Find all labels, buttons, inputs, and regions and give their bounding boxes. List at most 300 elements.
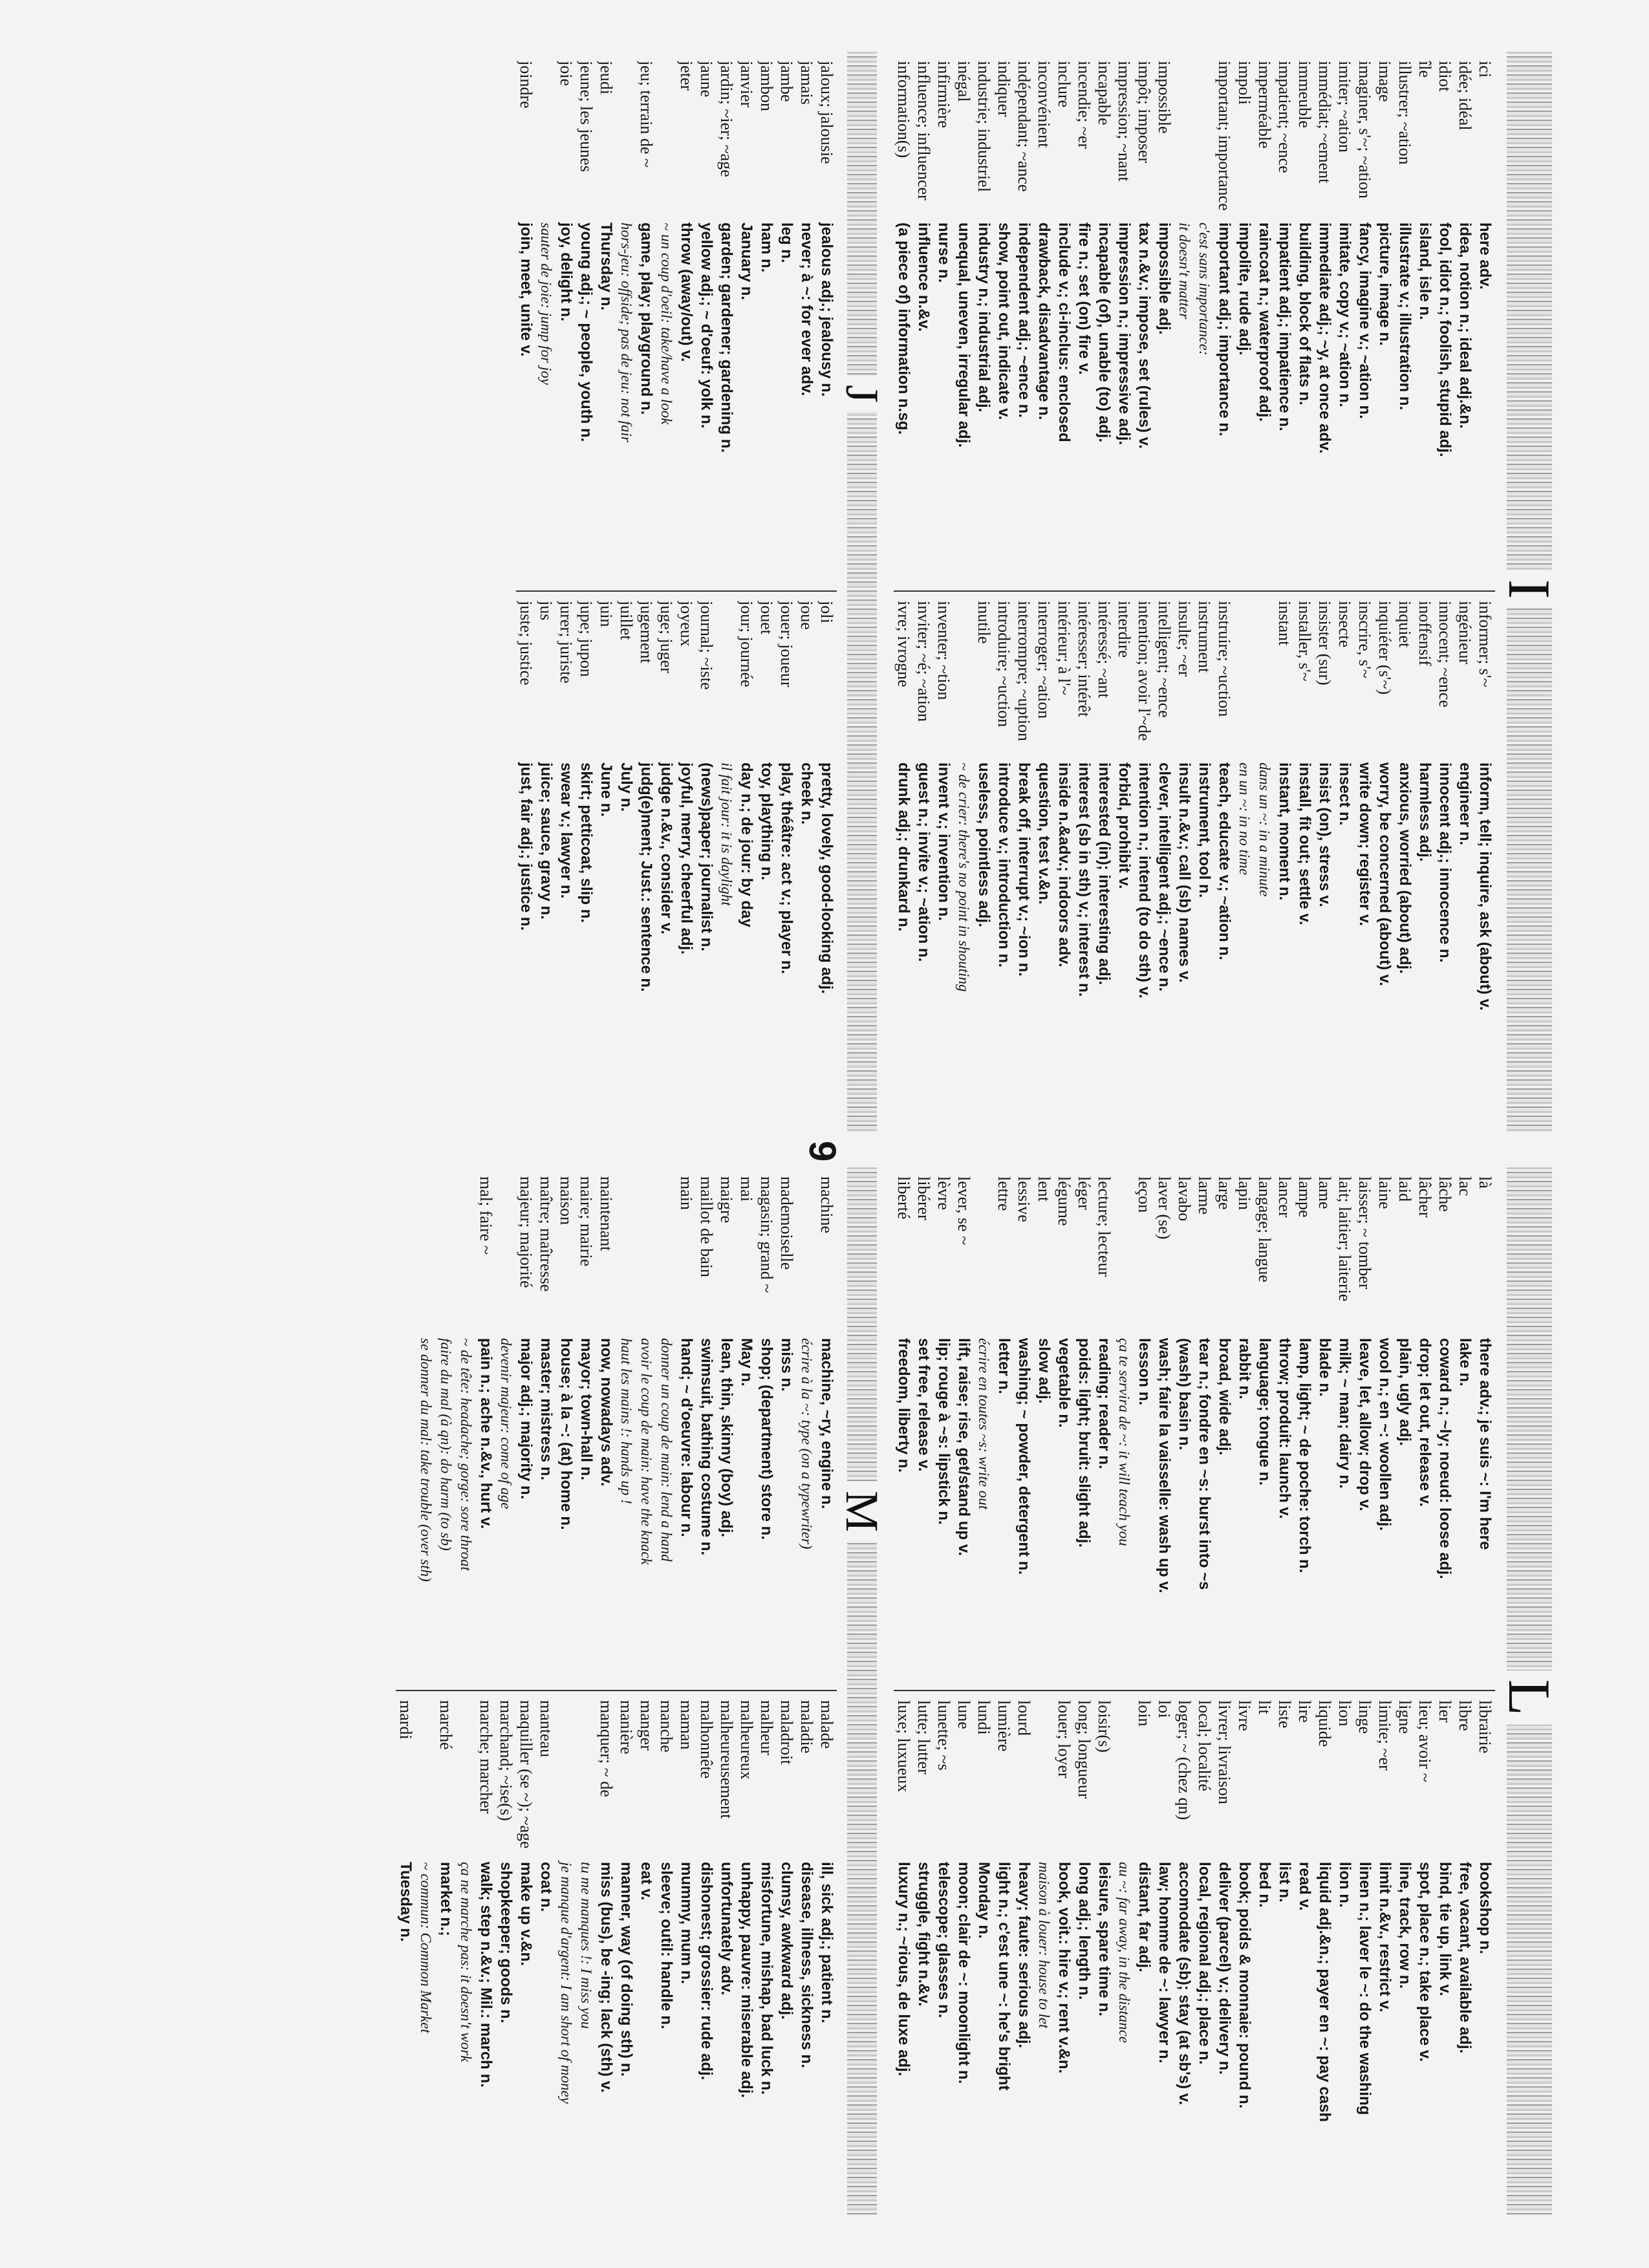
section-letter-i: I <box>1507 570 1552 609</box>
translation: lamp, light; ~ de poche: torch n. <box>1296 1338 1313 1573</box>
headword: imperméable <box>1255 61 1274 149</box>
dictionary-entry <box>1234 1700 1255 2205</box>
dictionary-entry <box>1054 1176 1074 1681</box>
translation: join, meet, unite v. <box>517 222 535 357</box>
dictionary-entry <box>1275 1700 1295 2205</box>
section-m <box>396 1167 837 2215</box>
usage-note <box>1234 601 1255 1121</box>
dictionary-entry <box>696 1176 717 1681</box>
dictionary-entry <box>1194 1700 1214 2205</box>
section-letter-m: M <box>847 1482 877 1541</box>
headword: impossible <box>1155 61 1174 134</box>
headword: linge <box>1355 1700 1374 1734</box>
dictionary-entry <box>1074 61 1094 581</box>
example-phrase: ça ne marche pas: it doesn't work <box>458 1862 474 2062</box>
dictionary-entry <box>1455 1176 1475 1681</box>
translation: luxury n.; ~rious, de luxe adj. <box>895 1862 912 2077</box>
headword: maigre <box>717 1176 736 1224</box>
dictionary-entry <box>1295 1176 1315 1681</box>
translation: play, théâtre: act v.; player n. <box>778 762 795 975</box>
dictionary-entry <box>1415 61 1435 581</box>
headword: idiot <box>1436 61 1454 92</box>
dictionary-entry <box>1475 1700 1495 2205</box>
translation: vegetable n. <box>1055 1338 1073 1428</box>
dictionary-entry <box>1154 1176 1174 1681</box>
dictionary-entry <box>934 61 954 581</box>
dictionary-entry <box>696 1700 717 2205</box>
translation: drop; let out, release v. <box>1416 1338 1434 1507</box>
usage-note <box>1034 1700 1054 2205</box>
translation: interest (sb in sth) v.; interest n. <box>1075 762 1093 997</box>
dictionary-entry <box>1475 601 1495 1121</box>
headword: maison <box>557 1176 576 1226</box>
translation: rabbit n. <box>1236 1338 1253 1399</box>
dictionary-entry <box>1014 601 1034 1121</box>
translation: industry n.; industrial adj. <box>975 222 993 413</box>
headword: lier <box>1436 1700 1454 1723</box>
headword: lion <box>1335 1700 1354 1727</box>
headword: inclure <box>1055 61 1073 108</box>
translation: pain n.; ache n.&v., hurt v. <box>477 1338 495 1529</box>
headword: ingénieur <box>1456 601 1474 665</box>
headword: industrie; industriel <box>975 61 993 192</box>
dictionary-entry <box>757 61 777 581</box>
dictionary-entry <box>974 61 994 581</box>
dictionary-entry <box>974 601 994 1121</box>
headword: jus <box>537 601 555 621</box>
translation: leave, let, allow; drop v. <box>1356 1338 1374 1511</box>
headword: jeu; terrain de ~ <box>637 61 656 167</box>
example-phrase: je manque d'argent: I am short of money <box>558 1862 574 2104</box>
headword: larme <box>1195 1176 1214 1215</box>
translation: freedom, liberty n. <box>895 1338 912 1473</box>
headword: infirmière <box>934 61 953 128</box>
headword: là <box>1476 1176 1494 1189</box>
translation: drunk adj.; drunkard n. <box>895 762 912 932</box>
headword: légume <box>1055 1176 1073 1226</box>
column-j-left <box>516 52 837 590</box>
translation: distant, far adj. <box>1136 1862 1153 1972</box>
example-phrase: au ~: far away, in the distance <box>1116 1862 1132 2044</box>
dictionary-entry <box>536 1176 556 1681</box>
example-phrase: faire du mal (à qn): do harm (to sb) <box>438 1338 454 1551</box>
translation: book, voit.: hire v.; rent v.&n. <box>1055 1862 1073 2074</box>
translation: clumsy, awkward adj. <box>778 1862 795 2020</box>
translation: slow adj. <box>1035 1338 1053 1404</box>
dictionary-entry <box>1295 61 1315 581</box>
translation: make up v.&n. <box>517 1862 535 1966</box>
headword: informer; s'~ <box>1476 601 1494 687</box>
headword: maquiller (se ~); ~age <box>517 1700 535 1849</box>
headword: imiter; ~ation <box>1335 61 1354 153</box>
dictionary-entry <box>1174 601 1194 1121</box>
headword: lire <box>1295 1700 1314 1723</box>
translation: deliver (parcel) v.; delivery n. <box>1216 1862 1233 2075</box>
dictionary-entry <box>1074 1176 1094 1681</box>
headword: limite; ~er <box>1375 1700 1394 1771</box>
headword: lessive <box>1015 1176 1033 1222</box>
translation: free, vacant, available adj. <box>1456 1862 1474 2054</box>
translation: lip; rouge à ~s: lipstick n. <box>935 1338 953 1525</box>
translation: nurse n. <box>935 222 953 283</box>
translation: joyful, merry, cheerful adj. <box>678 762 695 955</box>
dictionary-entry <box>1154 1700 1174 2205</box>
headword: jour; journée <box>737 601 756 687</box>
translation: heavy; faute: serious adj. <box>1015 1862 1033 2049</box>
translation: teach, educate v.; ~ation n. <box>1216 762 1233 960</box>
dictionary-entry <box>1094 1700 1114 2205</box>
translation: imitate, copy v.; ~ation n. <box>1336 222 1353 407</box>
headword: journal; ~iste <box>697 601 716 690</box>
translation: (news)paper; journalist n. <box>698 762 715 952</box>
translation: Tuesday n. <box>397 1862 415 1942</box>
translation: swear v.; lawyer n. <box>557 762 575 899</box>
translation: struggle, fight n.&v. <box>915 1862 932 2007</box>
headword: ligne <box>1396 1700 1414 1734</box>
headword: interrompre; ~uption <box>1015 601 1033 741</box>
dictionary-entry <box>757 1176 777 1681</box>
dictionary-entry <box>974 1700 994 2205</box>
dictionary-entry <box>1014 1700 1034 2205</box>
usage-note <box>456 1176 476 1681</box>
translation: young adj.; ~ people, youth n. <box>577 222 595 442</box>
translation: building, block of flats n. <box>1296 222 1313 405</box>
usage-note <box>556 1700 576 2205</box>
translation: Monday n. <box>975 1862 993 1939</box>
translation: list n. <box>1276 1862 1293 1903</box>
translation: moon; clair de ~: moonlight n. <box>955 1862 973 2084</box>
dictionary-entry <box>1435 1700 1455 2205</box>
translation: impatient adj.; impatience n. <box>1276 222 1293 431</box>
headword: jaloux; jalousie <box>817 61 836 164</box>
translation: day n.; de jour: by day <box>738 762 755 927</box>
dictionary-entry <box>636 61 656 581</box>
headword: liste <box>1275 1700 1294 1729</box>
headword: juste; justice <box>517 601 535 686</box>
headword: manche <box>657 1700 676 1753</box>
dictionary-entry <box>576 61 596 581</box>
headword: inviter; ~é; ~ation <box>914 601 933 722</box>
dictionary-entry <box>894 601 914 1121</box>
dictionary-entry <box>1255 1176 1275 1681</box>
headword: loin <box>1135 1700 1154 1727</box>
dictionary-entry <box>1315 1176 1335 1681</box>
translation: write down; register v. <box>1356 762 1374 926</box>
headword: jardin; ~ier; ~age <box>717 61 736 177</box>
headword: joli <box>817 601 836 623</box>
translation: mayor; town-hall n. <box>577 1338 595 1481</box>
dictionary-entry <box>777 61 797 581</box>
dictionary-entry <box>1415 601 1435 1121</box>
translation: dishonest; grossier: rude adj. <box>698 1862 715 2080</box>
headword: luxe; luxueux <box>894 1700 913 1793</box>
translation: lion n. <box>1336 1862 1353 1908</box>
headword: instruire; ~uction <box>1215 601 1234 717</box>
dictionary-entry <box>737 61 757 581</box>
translation: wool n.; en ~: woollen adj. <box>1376 1338 1394 1531</box>
headword: inquiéter (s'~) <box>1375 601 1394 695</box>
dictionary-entry <box>596 61 616 581</box>
dictionary-entry <box>596 601 616 1121</box>
translation: forbid, prohibit v. <box>1116 762 1133 889</box>
dictionary-entry <box>1194 1176 1214 1681</box>
dictionary-entry <box>1074 601 1094 1121</box>
example-phrase: en un ~: in no time <box>1236 762 1253 876</box>
translation: just, fair adj.; justice n. <box>517 762 535 931</box>
dictionary-entry <box>717 1700 737 2205</box>
translation: throw (away/out) v. <box>678 222 695 362</box>
translation: unhappy, pauvre: miserable adj. <box>738 1862 755 2098</box>
dictionary-entry <box>1335 1176 1355 1681</box>
translation: linen n.; laver le ~: do the washing <box>1356 1862 1374 2115</box>
translation: joy, delight n. <box>557 222 575 321</box>
headword: joindre <box>517 61 535 109</box>
dictionary-entry <box>1415 1176 1435 1681</box>
translation: anxious, worried (about) adj. <box>1396 762 1414 974</box>
translation: bind, tie up, link v. <box>1436 1862 1454 1996</box>
translation: sleeve; outil: handle n. <box>658 1862 675 2029</box>
dictionary-entry <box>994 1176 1014 1681</box>
translation: illustrate v.; illustration n. <box>1396 222 1414 411</box>
dictionary-entry <box>1214 1700 1234 2205</box>
dictionary-entry <box>817 1700 837 2205</box>
headword: liberté <box>894 1176 913 1220</box>
headword: léger <box>1075 1176 1094 1210</box>
headword: maladie <box>797 1700 816 1754</box>
dictionary-entry <box>934 601 954 1121</box>
translation: picture, image n. <box>1376 222 1394 346</box>
dictionary-entry <box>954 1176 974 1681</box>
dictionary-entry <box>576 601 596 1121</box>
headword: jurer; juriste <box>557 601 576 684</box>
section-letter-l: L <box>1507 1670 1552 1725</box>
usage-note <box>1174 61 1194 581</box>
dictionary-entry <box>1435 601 1455 1121</box>
headword: important; importance <box>1215 61 1234 211</box>
usage-note <box>496 1176 516 1681</box>
translation: Thursday n. <box>598 222 615 311</box>
dictionary-entry <box>1234 61 1255 581</box>
dictionary-entry <box>476 1176 496 1681</box>
translation: lake n. <box>1456 1338 1474 1387</box>
headword: introduire; ~uction <box>995 601 1013 728</box>
headword: inventer; ~tion <box>934 601 953 700</box>
dictionary-entry <box>536 1700 556 2205</box>
translation: set free, release v. <box>915 1338 932 1472</box>
dictionary-entry <box>396 1700 416 2205</box>
usage-note <box>1194 61 1214 581</box>
translation: important adj.; importance n. <box>1216 222 1233 437</box>
headword: jouer; joueur <box>777 601 796 687</box>
example-phrase: écrire à la ~: type (on a typewriter) <box>799 1338 815 1550</box>
translation: garden; gardener; gardening n. <box>718 222 735 453</box>
translation: judge n.&v., consider v. <box>658 762 675 934</box>
dictionary-entry <box>1355 1176 1375 1681</box>
dictionary-entry <box>1275 61 1295 581</box>
dictionary-entry <box>1435 61 1455 581</box>
translation: inside n.&adv.; indoors adv. <box>1055 762 1073 967</box>
translation: lean, thin, skinny (boy) adj. <box>718 1338 735 1538</box>
translation: shop; (department) store n. <box>758 1338 775 1540</box>
dictionary-entry <box>1375 1700 1395 2205</box>
translation: accomodate (sb); stay (at sb's) v. <box>1176 1862 1193 2106</box>
headword: lapin <box>1235 1176 1254 1210</box>
half-i-j <box>65 52 1562 1132</box>
headword: instrument <box>1195 601 1214 673</box>
dictionary-entry <box>797 1700 817 2205</box>
translation: idea, notion n.; ideal adj.&n. <box>1456 222 1474 429</box>
dictionary-entry <box>1014 61 1034 581</box>
translation: washing; ~ powder, detergent n. <box>1015 1338 1033 1575</box>
headword: instant <box>1275 601 1294 646</box>
dictionary-entry <box>1054 601 1074 1121</box>
headword: lever, se ~ <box>954 1176 973 1246</box>
dictionary-entry <box>914 61 934 581</box>
translation: misfortune, mishap, bad luck n. <box>758 1862 775 2095</box>
headword: mal; faire ~ <box>477 1176 495 1255</box>
section-letter-j: J <box>847 376 877 412</box>
usage-note <box>656 61 676 581</box>
dictionary-entry <box>656 601 676 1121</box>
headword: loi <box>1155 1700 1174 1718</box>
headword: liquide <box>1315 1700 1334 1747</box>
dictionary-entry <box>1174 1176 1194 1681</box>
dictionary-entry <box>1295 1700 1315 2205</box>
translation: judg(e)ment; Just.: sentence n. <box>638 762 655 992</box>
dictionary-entry <box>994 1700 1014 2205</box>
translation: liquid adj.&n.; payer en ~: pay cash <box>1316 1862 1333 2122</box>
translation: island, isle n. <box>1416 222 1434 320</box>
dictionary-entry <box>737 601 757 1121</box>
translation: plain, ugly adj. <box>1396 1338 1414 1446</box>
translation: wash; faire la vaisselle: wash up v. <box>1156 1338 1173 1593</box>
headword: juge; juger <box>657 601 676 673</box>
headword: maître; maîtresse <box>537 1176 555 1292</box>
translation: independent adj.; ~ence n. <box>1015 222 1033 418</box>
translation: June n. <box>598 762 615 817</box>
translation: January n. <box>738 222 755 301</box>
headword: laid <box>1396 1176 1414 1202</box>
section-i <box>894 52 1495 1132</box>
dictionary-entry <box>717 61 737 581</box>
headword: marchand; ~ise(s) <box>497 1700 515 1821</box>
translation: immediate adj.; ~y, at once adv. <box>1316 222 1333 454</box>
headword: loger; ~ (chez qn) <box>1175 1700 1194 1820</box>
dictionary-entry <box>696 61 717 581</box>
usage-note <box>536 61 556 581</box>
headword: inutile <box>975 601 993 644</box>
usage-note <box>954 601 974 1121</box>
dictionary-entry <box>1315 601 1335 1121</box>
dictionary-entry <box>1275 1176 1295 1681</box>
translation: instrument, tool n. <box>1196 762 1213 898</box>
headword: machine <box>817 1176 836 1234</box>
example-phrase: maison à louer: house to let <box>1036 1862 1052 2029</box>
example-phrase: it doesn't matter <box>1176 222 1192 319</box>
headword: immeuble <box>1295 61 1314 128</box>
headword: majeur; majorité <box>517 1176 535 1288</box>
translation: leisure, spare time n. <box>1095 1862 1113 2016</box>
translation: ham n. <box>758 222 775 273</box>
usage-note <box>1255 601 1275 1121</box>
dictionary-entry <box>1255 61 1275 581</box>
translation: light n.; c'est une ~: he's bright <box>995 1862 1013 2091</box>
translation: blade n. <box>1316 1338 1333 1397</box>
headword: impression; ~nant <box>1115 61 1134 182</box>
usage-note <box>636 1176 656 1681</box>
example-phrase: ~ commun: Common Market <box>418 1862 434 2033</box>
dictionary-entry <box>1395 601 1415 1121</box>
translation: ill, sick adj.; patient n. <box>818 1862 835 2024</box>
letter-band-m <box>836 1167 888 2215</box>
headword: ivre; ivrogne <box>894 601 913 687</box>
headword: main <box>677 1176 696 1210</box>
dictionary-entry <box>616 601 636 1121</box>
example-phrase: ~ de tête: headache; gorge: sore throat <box>458 1338 474 1571</box>
dictionary-entry <box>894 1176 914 1681</box>
headword: inégal <box>954 61 973 102</box>
translation: game, play; playground n. <box>638 222 655 415</box>
headword: impôt; imposer <box>1135 61 1154 164</box>
dictionary-entry <box>1295 601 1315 1121</box>
headword: libre <box>1456 1700 1474 1731</box>
headword: lunette; ~s <box>934 1700 953 1771</box>
headword: juillet <box>617 601 636 640</box>
translation: raincoat n.; waterproof adj. <box>1256 222 1273 422</box>
translation: July n. <box>618 762 635 812</box>
headword: inquiet <box>1396 601 1414 648</box>
translation: throw; produit: launch v. <box>1276 1338 1293 1519</box>
headword: intention; avoir l'~de <box>1135 601 1154 741</box>
dictionary-entry <box>914 601 934 1121</box>
translation: (a piece of) information n.sg. <box>895 222 912 435</box>
dictionary-entry <box>1034 1176 1054 1681</box>
example-phrase: ~ de crier: there's no point in shouting <box>956 762 972 992</box>
headword: impatient; ~ence <box>1275 61 1294 173</box>
headword: lourd <box>1015 1700 1033 1736</box>
dictionary-entry <box>696 601 717 1121</box>
dictionary-entry <box>1475 1176 1495 1681</box>
column-i-right <box>894 590 1495 1130</box>
dictionary-entry <box>1194 601 1214 1121</box>
headword: lumière <box>995 1700 1013 1752</box>
translation: miss n. <box>778 1338 795 1392</box>
headword: innocent; ~ence <box>1436 601 1454 707</box>
headword: jeudi <box>597 61 616 94</box>
example-phrase: hors-jeu: offside; pas de jeu: not fair <box>618 222 634 442</box>
headword: lieu; avoir ~ <box>1416 1700 1434 1782</box>
translation: limit n.&v., restrict v. <box>1376 1862 1394 2013</box>
usage-note <box>576 1700 596 2205</box>
example-phrase: avoir le coup de main: have the knack <box>638 1338 654 1565</box>
dictionary-entry <box>436 1700 456 2205</box>
translation: intention n.; intend (to do sth) v. <box>1136 762 1153 999</box>
headword: lac <box>1456 1176 1474 1196</box>
headword: manger <box>637 1700 656 1751</box>
headword: magasin; grand ~ <box>757 1176 776 1293</box>
headword: indépendant; ~ance <box>1015 61 1033 192</box>
headword: jaune <box>697 61 716 98</box>
dictionary-entry <box>994 601 1014 1121</box>
usage-note <box>456 1700 476 2205</box>
headword: laver (se) <box>1155 1176 1174 1240</box>
headword: local; localité <box>1195 1700 1214 1791</box>
headword: livre <box>1235 1700 1254 1731</box>
translation: master; mistress n. <box>537 1338 555 1481</box>
usage-note <box>416 1700 436 2205</box>
translation: leg n. <box>778 222 795 263</box>
translation: useless, pointless adj. <box>975 762 993 927</box>
